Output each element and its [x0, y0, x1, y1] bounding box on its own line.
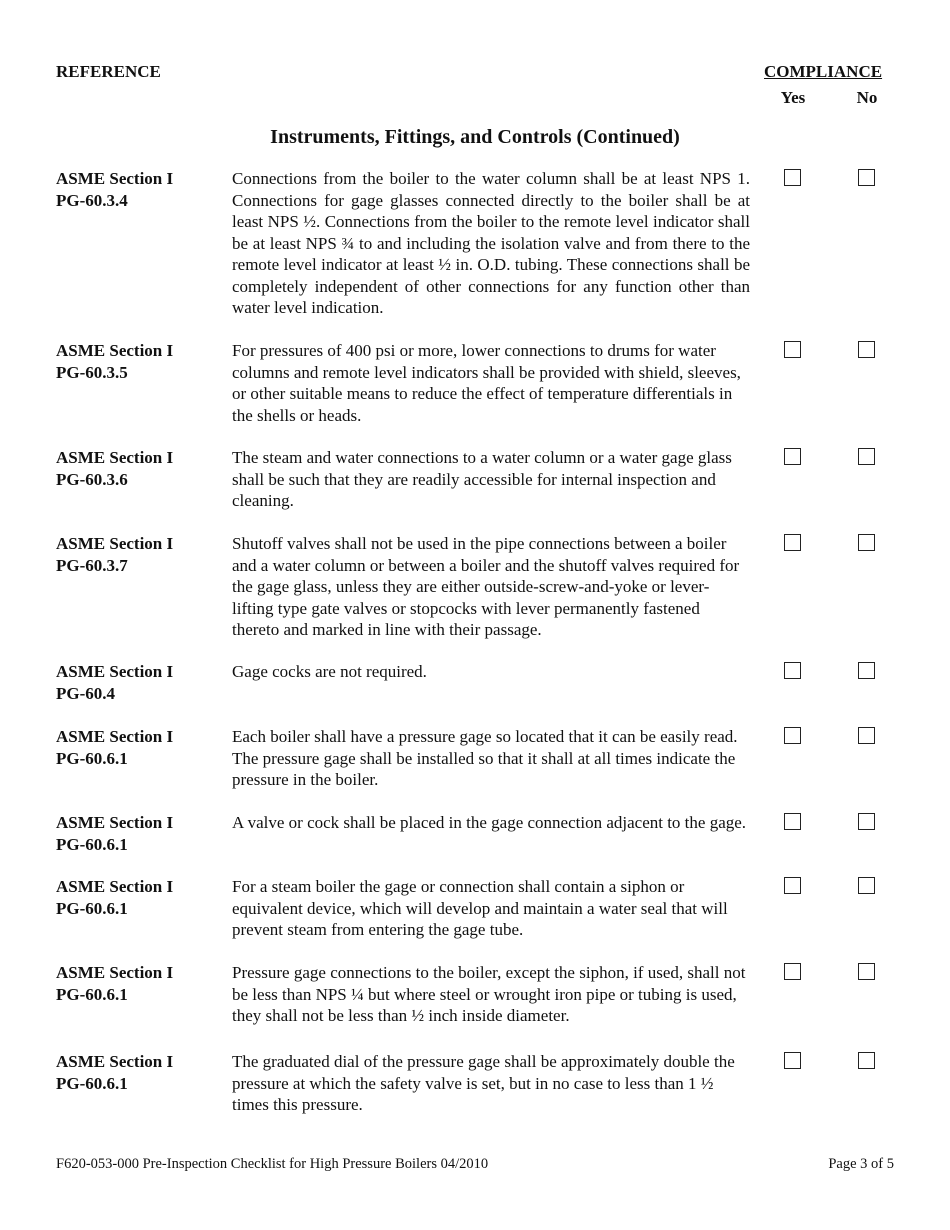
no-column-header: No	[856, 88, 878, 107]
reference-cell	[56, 661, 226, 704]
yes-checkbox[interactable]	[784, 1052, 801, 1069]
no-checkbox[interactable]	[858, 1052, 875, 1069]
reference-code: ASME Section I	[56, 963, 174, 982]
requirement-text: Pressure gage connections to the boiler, except the siphon, if used, shall not be less than NPS ¼ but where steel or wrought iron pipe or tubing is used, they shall not be less than ½ inch inside diameter.	[232, 963, 746, 1025]
section-title: Instruments, Fittings, and Controls (Continued)	[270, 126, 680, 148]
footer-form-title: F620-053-000 Pre-Inspection Checklist for High Pressure Boilers 04/2010	[56, 1156, 489, 1172]
reference-cell	[56, 447, 226, 490]
no-checkbox[interactable]	[858, 448, 875, 465]
reference-cell	[56, 340, 226, 383]
reference-section: PG-60.3.7	[56, 555, 128, 575]
reference-section: PG-60.6.1	[56, 748, 128, 768]
reference-code: ASME Section I	[56, 877, 174, 896]
reference-section: PG-60.4	[56, 683, 116, 703]
requirement-text: The steam and water connections to a water column or a water gage glass shall be such that they are readily accessible for internal inspection and cleaning.	[232, 448, 732, 510]
reference-cell	[56, 168, 226, 211]
yes-checkbox[interactable]	[784, 448, 801, 465]
reference-cell	[56, 962, 226, 1005]
yes-checkbox[interactable]	[784, 341, 801, 358]
reference-section: PG-60.6.1	[56, 1073, 128, 1093]
reference-section: PG-60.6.1	[56, 834, 128, 854]
reference-code: ASME Section I	[56, 1052, 174, 1071]
yes-checkbox[interactable]	[784, 963, 801, 980]
requirement-text: Gage cocks are not required.	[232, 662, 427, 681]
reference-section: PG-60.6.1	[56, 984, 128, 1004]
no-checkbox[interactable]	[858, 169, 875, 186]
requirement-text: Connections from the boiler to the water column shall be at least NPS 1. Connections for gage glasses connected directly to the boiler shall be at least NPS ½. Connections from the boiler to the remote level indicator shall be at least NPS ¾ to and including the isolation valve and from there to the remote level indicator at least ½ in. O.D. tubing. These connections shall be completely independent of other connections for any function other than water level indication.	[232, 169, 750, 317]
reference-column-header: REFERENCE	[56, 62, 161, 81]
no-checkbox[interactable]	[858, 813, 875, 830]
reference-cell	[56, 876, 226, 919]
reference-code: ASME Section I	[56, 534, 174, 553]
yes-checkbox[interactable]	[784, 727, 801, 744]
requirement-text: For a steam boiler the gage or connection shall contain a siphon or equivalent device, which will develop and maintain a water seal that will prevent steam from entering the gage tube.	[232, 877, 728, 939]
requirement-text: Shutoff valves shall not be used in the pipe connections between a boiler and a water column or between a boiler and the shutoff valves required for the gage glass, unless they are either outside-screw-and-yoke or lever-lifting type gate valves or stopcocks with lever permanently fastened thereto and marked in line with their passage.	[232, 534, 740, 639]
requirement-text: Each boiler shall have a pressure gage so located that it can be easily read. The pressure gage shall be installed so that it shall at all times indicate the pressure in the boiler.	[232, 727, 738, 789]
requirement-text: The graduated dial of the pressure gage shall be approximately double the pressure at which the safety valve is set, but in no case to less than 1 ½ times this pressure.	[232, 1052, 735, 1114]
requirement-text: For pressures of 400 psi or more, lower connections to drums for water columns and remote level indicators shall be provided with shield, sleeves, or other suitable means to reduce the effect of temperature differentials in the shells or heads.	[232, 341, 741, 425]
yes-checkbox[interactable]	[784, 877, 801, 894]
no-checkbox[interactable]	[858, 877, 875, 894]
reference-code: ASME Section I	[56, 662, 174, 681]
reference-section: PG-60.3.4	[56, 190, 128, 210]
yes-checkbox[interactable]	[784, 813, 801, 830]
reference-code: ASME Section I	[56, 448, 174, 467]
no-checkbox[interactable]	[858, 534, 875, 551]
reference-section: PG-60.3.6	[56, 469, 128, 489]
reference-code: ASME Section I	[56, 169, 174, 188]
reference-cell	[56, 726, 226, 769]
yes-checkbox[interactable]	[784, 534, 801, 551]
yes-checkbox[interactable]	[784, 169, 801, 186]
no-checkbox[interactable]	[858, 963, 875, 980]
reference-cell	[56, 1051, 226, 1094]
reference-code: ASME Section I	[56, 813, 174, 832]
reference-code: ASME Section I	[56, 341, 174, 360]
reference-code: ASME Section I	[56, 727, 174, 746]
reference-section: PG-60.6.1	[56, 898, 128, 918]
reference-section: PG-60.3.5	[56, 362, 128, 382]
requirement-text: A valve or cock shall be placed in the gage connection adjacent to the gage.	[232, 813, 747, 832]
no-checkbox[interactable]	[858, 341, 875, 358]
no-checkbox[interactable]	[858, 727, 875, 744]
yes-column-header: Yes	[780, 88, 806, 107]
reference-cell	[56, 812, 226, 855]
yes-checkbox[interactable]	[784, 662, 801, 679]
footer-page-number: Page 3 of 5	[828, 1156, 894, 1172]
compliance-column-header: COMPLIANCE	[764, 62, 883, 81]
no-checkbox[interactable]	[858, 662, 875, 679]
reference-cell	[56, 533, 226, 576]
